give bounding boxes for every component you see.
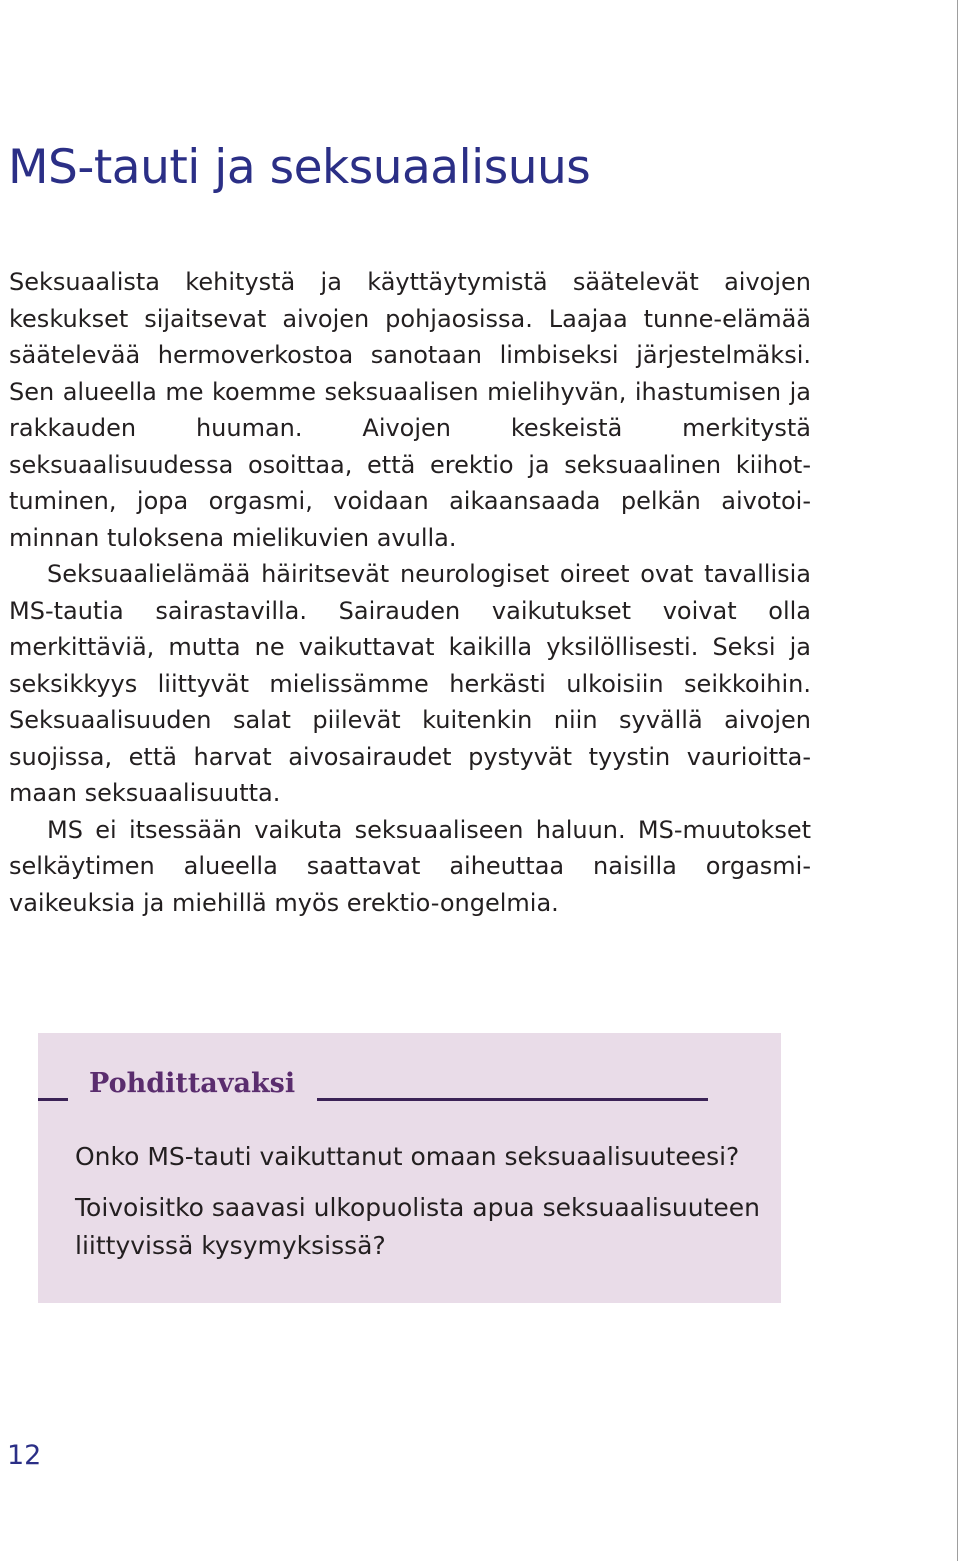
- paragraph: Seksuaalielämää häiritsevät neurologiset oireet ovat tavallisia MS-tautia sairastavilla. Sairauden vaikutukset voivat olla merkittäviä, mutta ne vaikuttavat kaikilla yksilöllisesti. Seksi ja seksikkyys liittyvät mielissämme herkästi ulkoisiin seikkoihin. Seksuaalisuuden salat piilevät kuitenkin niin syvällä aivojen suojissa, että harvat aivosairaudet pystyvät tyystin vaurioittamaan seksuaalisuutta.: [9, 560, 811, 807]
- question: Onko MS-tauti vaikuttanut omaan seksuaalisuuteesi?: [75, 1142, 740, 1171]
- page-title: MS-tauti ja seksuaalisuus: [8, 140, 591, 195]
- paragraph: Seksuaalista kehitystä ja käyttäytymistä säätelevät aivojen keskukset sijaitsevat aivojen pohjaosissa. Laajaa tunne-elämää säätelevää hermoverkostoa sanotaan limbiseksi järjestelmäksi. Sen alueella me koemme seksuaalisen mielihyvän, ihastumisen ja rakkauden huuman. Aivojen keskeistä merkitystä seksuaalisuudessa osoittaa, että erektio ja seksuaalinen kiihottuminen, jopa orgasmi, voidaan aikaansaada pelkän aivotoiminnan tuloksena mielikuvien avulla.: [9, 268, 811, 552]
- paragraph: MS ei itsessään vaikuta seksuaaliseen haluun. MS-muutokset selkäytimen alueella saattavat aiheuttaa naisilla orgasmivaikeuksia ja miehillä myös erektio-ongelmia.: [9, 815, 811, 917]
- body-text: [9, 264, 811, 921]
- page-edge-rule: [957, 0, 958, 1561]
- question: Toivoisitko saavasi ulkopuolista apua seksuaalisuuteen liittyvissä kysymyksissä?: [75, 1193, 760, 1260]
- reflection-questions: [75, 1138, 775, 1278]
- reflection-box-title: Pohdittavaksi: [89, 1068, 296, 1099]
- page-number: 12: [7, 1440, 42, 1471]
- header-rule-left: [38, 1098, 68, 1101]
- reflection-box-header: [38, 1068, 708, 1112]
- header-rule-right: [317, 1098, 708, 1101]
